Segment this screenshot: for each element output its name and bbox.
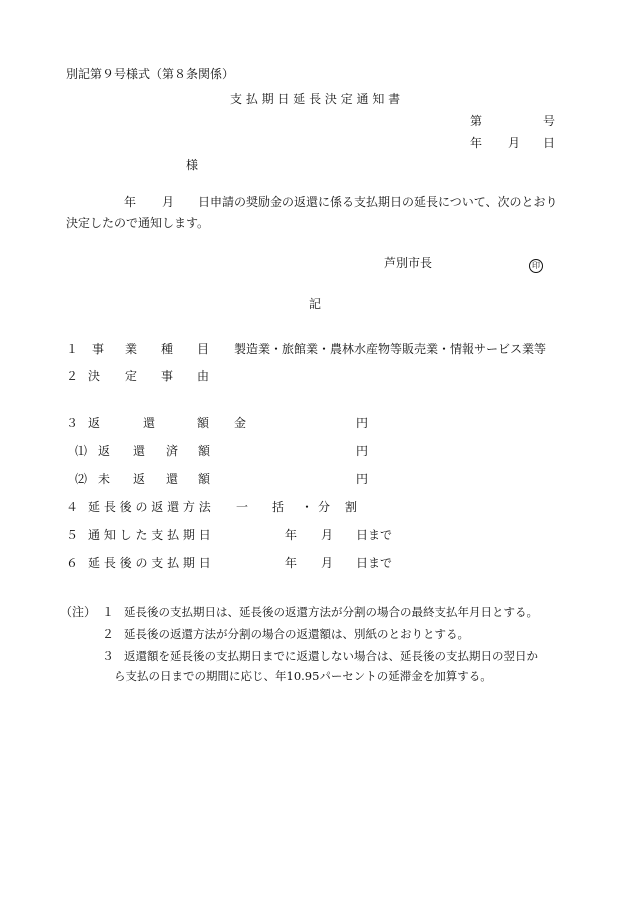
paragraph-line2: 決定したので通知します。: [66, 216, 210, 230]
sub2-label-4: 額: [198, 472, 211, 486]
sub1-number: ⑴: [75, 444, 88, 458]
item1-number: １: [66, 342, 79, 356]
item1-label-2: 業: [125, 342, 138, 356]
item3-label-3: 額: [197, 416, 210, 430]
item2-label-4: 由: [197, 369, 210, 383]
paragraph-tsuki: 月: [162, 195, 175, 209]
item4-value-5: 割: [345, 500, 358, 514]
item4-label: 延 長 後 の 返 還 方 法: [88, 500, 211, 514]
item5-label: 通 知 し た 支 払 期 日: [88, 528, 211, 542]
item4-value-3: ・: [301, 500, 314, 514]
item3-label-2: 還: [143, 416, 156, 430]
item6-hi-made: 日まで: [356, 556, 393, 570]
addressee-sama: 様: [186, 158, 199, 172]
seal-icon: 印: [529, 259, 543, 273]
item5-hi-made: 日まで: [356, 528, 393, 542]
sub2-label-1: 未: [98, 472, 111, 486]
item1-label-3: 種: [161, 342, 174, 356]
item6-number: ６: [66, 556, 79, 570]
seal-mark: [529, 256, 543, 273]
ki-heading: 記: [309, 297, 322, 311]
item6-label: 延 長 後 の 支 払 期 日: [88, 556, 211, 570]
note3-number: ３: [102, 649, 115, 663]
paragraph-nen: 年: [124, 195, 137, 209]
note3-text-line2: ら支払の日までの期間に応じ、年10.95パーセントの延滞金を加算する。: [114, 669, 492, 683]
item2-number: ２: [66, 369, 79, 383]
paragraph-line1: 日申請の奨励金の返還に係る支払期日の延長について、次のとおり: [198, 195, 558, 209]
document-title: 支 払 期 日 延 長 決 定 通 知 書: [230, 92, 401, 106]
item1-label-4: 目: [197, 342, 210, 356]
item5-number: ５: [66, 528, 79, 542]
date-hi: 日: [543, 136, 556, 150]
number-dai: 第: [470, 114, 483, 128]
note2-text: 延長後の返還方法が分割の場合の返還額は、別紙のとおりとする。: [124, 627, 469, 641]
item5-tsuki: 月: [321, 528, 334, 542]
note2-number: ２: [102, 627, 115, 641]
date-nen: 年: [470, 136, 483, 150]
item3-yen: 円: [356, 416, 369, 430]
item4-value-1: 一: [236, 500, 249, 514]
sub1-label-4: 額: [198, 444, 211, 458]
number-go: 号: [543, 114, 556, 128]
sub2-number: ⑵: [75, 472, 88, 486]
form-number: 別記第９号様式（第８条関係）: [66, 67, 235, 81]
item4-value-4: 分: [318, 500, 331, 514]
sub2-label-2: 返: [133, 472, 146, 486]
sub1-label-3: 済: [166, 444, 179, 458]
item1-value: 製造業・旅館業・農林水産物等販売業・情報サービス業等: [234, 342, 547, 356]
item5-nen: 年: [285, 528, 298, 542]
sub1-label-1: 返: [98, 444, 111, 458]
item6-tsuki: 月: [321, 556, 334, 570]
note3-text-line1: 返還額を延長後の支払期日までに返還しない場合は、延長後の支払期日の翌日か: [124, 649, 538, 663]
sub2-label-3: 還: [166, 472, 179, 486]
signer: 芦別市長: [384, 256, 433, 270]
item3-number: ３: [66, 416, 79, 430]
note1-text: 延長後の支払期日は、延長後の返還方法が分割の場合の最終支払年月日とする。: [124, 605, 538, 619]
item4-number: ４: [66, 500, 79, 514]
sub2-yen: 円: [356, 472, 369, 486]
sub1-label-2: 還: [133, 444, 146, 458]
item3-label-1: 返: [88, 416, 101, 430]
item2-label-1: 決: [88, 369, 101, 383]
item2-label-2: 定: [125, 369, 138, 383]
item4-value-2: 括: [272, 500, 285, 514]
item3-label-4: 金: [234, 416, 247, 430]
date-tsuki: 月: [508, 136, 521, 150]
sub1-yen: 円: [356, 444, 369, 458]
item2-label-3: 事: [161, 369, 174, 383]
item6-nen: 年: [285, 556, 298, 570]
note1-number: １: [102, 605, 115, 619]
notes-prefix: （注）: [60, 605, 97, 619]
item1-label-1: 事: [92, 342, 105, 356]
